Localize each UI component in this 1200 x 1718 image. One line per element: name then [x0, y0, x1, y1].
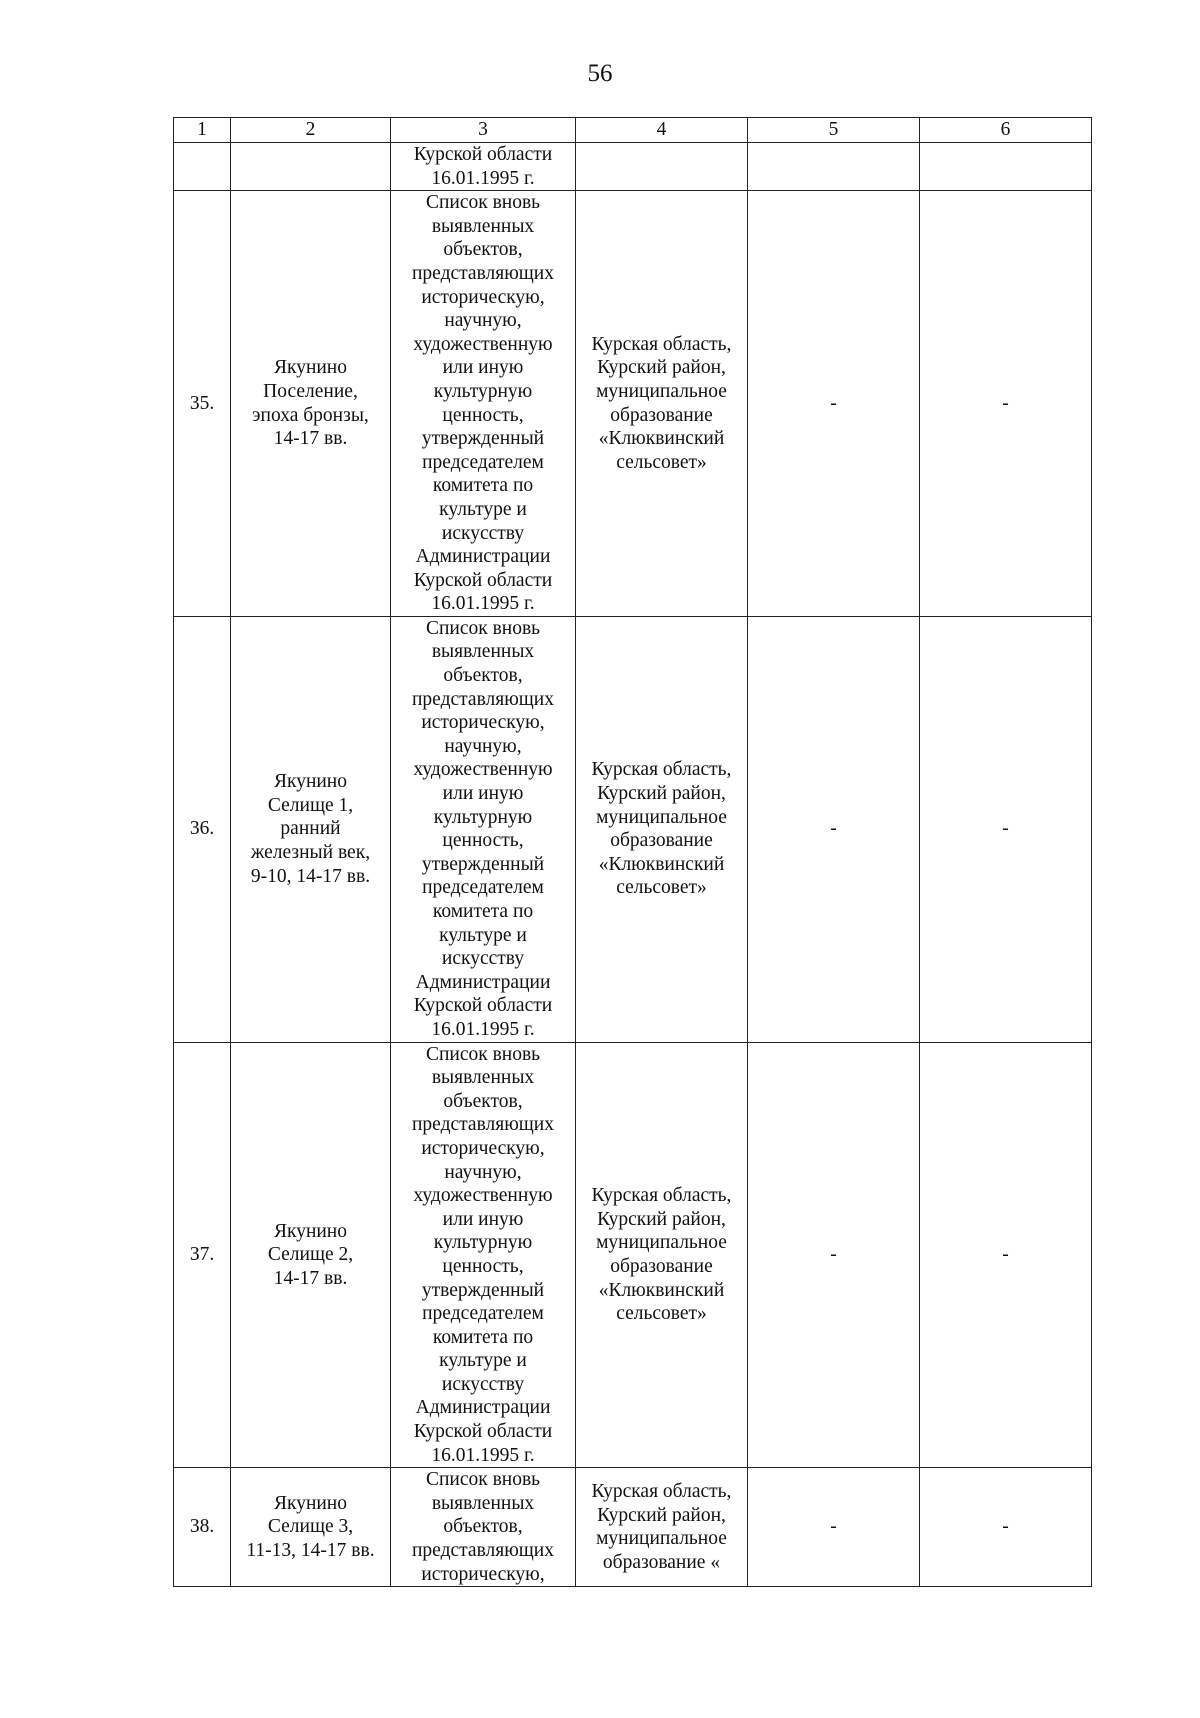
cell-location: Курская область, Курский район, муниципальное образование «Клюквинский сельсовет»	[576, 191, 748, 617]
cell-number: 36.	[174, 616, 231, 1042]
cell-col5: -	[748, 1042, 920, 1468]
table-row	[174, 191, 1092, 617]
cell-col5: -	[748, 191, 920, 617]
cell-object-name: Якунино Поселение, эпоха бронзы, 14-17 вв.	[231, 191, 391, 617]
cell-object-name: Якунино Селище 1, ранний железный век, 9-10, 14-17 вв.	[231, 616, 391, 1042]
column-number-row	[174, 118, 1092, 143]
cell-col6: -	[920, 616, 1092, 1042]
cell-document: Курской области 16.01.1995 г.	[391, 143, 576, 191]
table-row	[174, 1468, 1092, 1587]
cell-col6: -	[920, 191, 1092, 617]
cell-document: Список вновь выявленных объектов, представляющих историческую, научную, художественную или иную культурную ценность, утвержденный председателем комитета по культуре и искусству Администрации Курской области 16.01.1995 г.	[391, 616, 576, 1042]
cell-number	[174, 143, 231, 191]
column-header-3: 3	[391, 118, 576, 143]
heritage-objects-table	[173, 117, 1092, 1587]
cell-col6: -	[920, 1468, 1092, 1587]
table-row-continuation	[174, 143, 1092, 191]
column-header-5: 5	[748, 118, 920, 143]
cell-document: Список вновь выявленных объектов, представляющих историческую,	[391, 1468, 576, 1587]
cell-object-name: Якунино Селище 2, 14-17 вв.	[231, 1042, 391, 1468]
column-header-2: 2	[231, 118, 391, 143]
table-row	[174, 616, 1092, 1042]
cell-object-name	[231, 143, 391, 191]
cell-col6	[920, 143, 1092, 191]
cell-location: Курская область, Курский район, муниципальное образование «Клюквинский сельсовет»	[576, 616, 748, 1042]
cell-document: Список вновь выявленных объектов, представляющих историческую, научную, художественную или иную культурную ценность, утвержденный председателем комитета по культуре и искусству Администрации Курской области 16.01.1995 г.	[391, 1042, 576, 1468]
cell-location	[576, 143, 748, 191]
cell-number: 35.	[174, 191, 231, 617]
cell-col5	[748, 143, 920, 191]
cell-col5: -	[748, 616, 920, 1042]
cell-number: 38.	[174, 1468, 231, 1587]
cell-location: Курская область, Курский район, муниципальное образование «	[576, 1468, 748, 1587]
table-row	[174, 1042, 1092, 1468]
column-header-1: 1	[174, 118, 231, 143]
cell-col6: -	[920, 1042, 1092, 1468]
cell-object-name: Якунино Селище 3, 11-13, 14-17 вв.	[231, 1468, 391, 1587]
cell-location: Курская область, Курский район, муниципальное образование «Клюквинский сельсовет»	[576, 1042, 748, 1468]
cell-number: 37.	[174, 1042, 231, 1468]
column-header-6: 6	[920, 118, 1092, 143]
cell-document: Список вновь выявленных объектов, представляющих историческую, научную, художественную или иную культурную ценность, утвержденный председателем комитета по культуре и искусству Администрации Курской области 16.01.1995 г.	[391, 191, 576, 617]
column-header-4: 4	[576, 118, 748, 143]
cell-col5: -	[748, 1468, 920, 1587]
page-number: 56	[587, 60, 613, 87]
